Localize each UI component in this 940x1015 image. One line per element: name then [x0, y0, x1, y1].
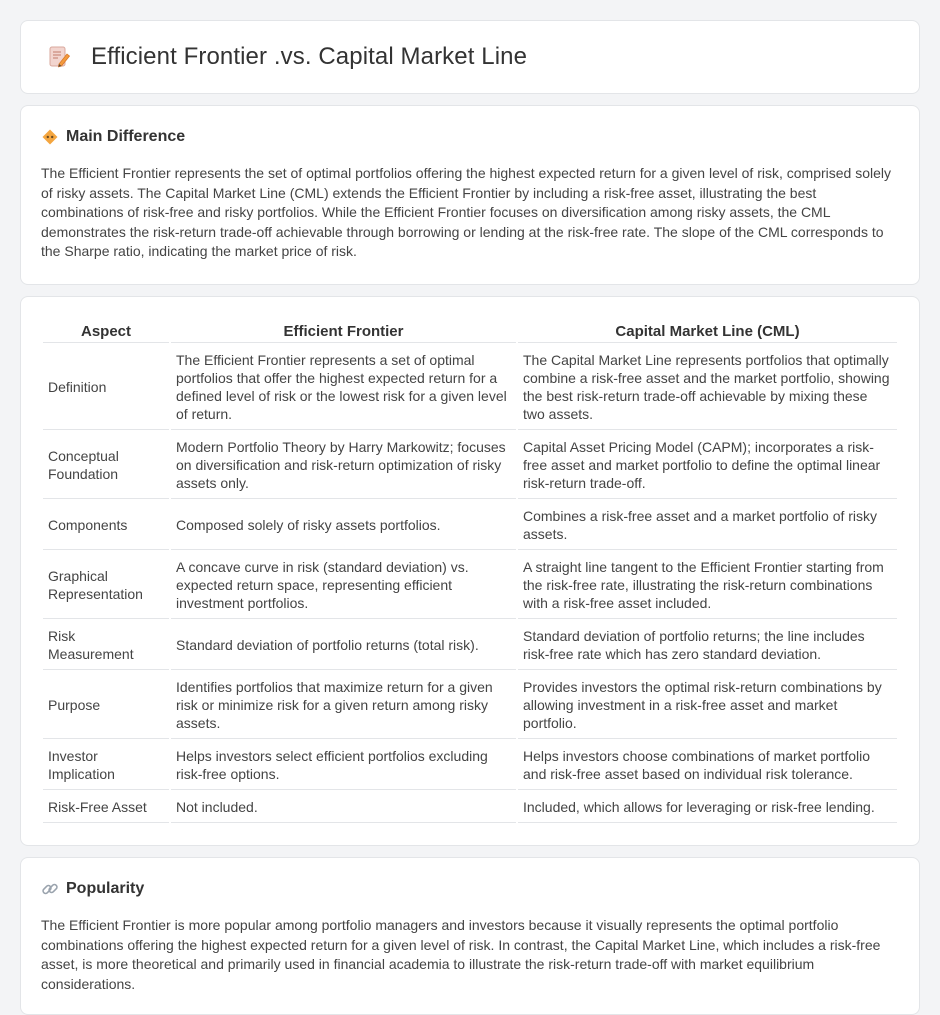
comparison-table — [41, 317, 899, 825]
main-difference-title: Main Difference — [66, 128, 186, 145]
table-row — [43, 792, 897, 823]
cml-cell: Included, which allows for leveraging or risk-free lending. — [518, 792, 897, 823]
table-header-row — [43, 319, 897, 343]
popularity-card — [20, 857, 920, 1015]
ef-cell: A concave curve in risk (standard deviation) vs. expected return space, representing efficient investment portfolios. — [171, 552, 516, 619]
document-pen-icon — [47, 45, 71, 69]
popularity-text: The Efficient Frontier is more popular among portfolio managers and investors because it visually represents the optimal portfolio combinations offering the highest expected return for a given level of risk. In contrast, the Capital Market Line, which includes a risk-free asset, is more theoretical and primarily used in financial academia to illustrate the risk-return trade-off with market equilibrium considerations. — [41, 916, 881, 992]
ef-cell: Not included. — [171, 792, 516, 823]
title-card — [20, 20, 920, 94]
aspect-cell: Definition — [43, 345, 169, 430]
table-row — [43, 621, 897, 670]
popularity-header — [41, 880, 899, 898]
main-difference-header — [41, 128, 899, 146]
table-row — [43, 501, 897, 550]
aspect-cell: Conceptual Foundation — [43, 432, 169, 499]
aspect-cell: Purpose — [43, 672, 169, 739]
page-title: Efficient Frontier .vs. Capital Market Line — [91, 43, 528, 70]
table-row — [43, 432, 897, 499]
cml-cell: A straight line tangent to the Efficient Frontier starting from the risk-free rate, illustrating the risk-return combinations with a risk-free asset included. — [518, 552, 897, 619]
aspect-cell: Risk Measurement — [43, 621, 169, 670]
aspect-cell: Components — [43, 501, 169, 550]
aspect-cell: Risk-Free Asset — [43, 792, 169, 823]
ef-cell: Composed solely of risky assets portfolios. — [171, 501, 516, 550]
ef-cell: Identifies portfolios that maximize return for a given risk or minimize risk for a given return among risky assets. — [171, 672, 516, 739]
cml-cell: Standard deviation of portfolio returns; the line includes risk-free rate which has zero standard deviation. — [518, 621, 897, 670]
ef-cell: Helps investors select efficient portfolios excluding risk-free options. — [171, 741, 516, 790]
aspect-cell: Investor Implication — [43, 741, 169, 790]
table-row — [43, 672, 897, 739]
diamond-icon — [41, 128, 59, 146]
header-efficient-frontier: Efficient Frontier — [171, 319, 516, 343]
ef-cell: The Efficient Frontier represents a set of optimal portfolios that offer the highest expected return for a defined level of risk or the lowest risk for a given level of return. — [171, 345, 516, 430]
ef-cell: Standard deviation of portfolio returns (total risk). — [171, 621, 516, 670]
aspect-cell: Graphical Representation — [43, 552, 169, 619]
cml-cell: Provides investors the optimal risk-return combinations by allowing investment in a risk-free asset and market portfolio. — [518, 672, 897, 739]
table-row — [43, 345, 897, 430]
main-difference-card — [20, 105, 920, 285]
header-cml: Capital Market Line (CML) — [518, 319, 897, 343]
header-aspect: Aspect — [43, 319, 169, 343]
main-difference-text: The Efficient Frontier represents the set of optimal portfolios offering the highest expected return for a given level of risk, comprised solely of risky assets. The Capital Market Line (CML) extends the Efficient Frontier by including a risk-free asset, illustrating the best combinations of risk-free and risky portfolios. While the Efficient Frontier focuses on diversification among risky assets, the CML demonstrates the risk-return trade-off achievable through borrowing or lending at the risk-free rate. The slope of the CML corresponds to the Sharpe ratio, indicating the market price of risk. — [41, 165, 892, 260]
table-row — [43, 741, 897, 790]
cml-cell: Combines a risk-free asset and a market portfolio of risky assets. — [518, 501, 897, 550]
cml-cell: Capital Asset Pricing Model (CAPM); incorporates a risk-free asset and market portfolio to define the optimal linear risk-return trade-off. — [518, 432, 897, 499]
comparison-card — [20, 296, 920, 846]
ef-cell: Modern Portfolio Theory by Harry Markowitz; focuses on diversification and risk-return optimization of risky assets only. — [171, 432, 516, 499]
link-icon — [41, 880, 59, 898]
cml-cell: The Capital Market Line represents portfolios that optimally combine a risk-free asset and the market portfolio, showing the best risk-return trade-off achievable by mixing these two assets. — [518, 345, 897, 430]
cml-cell: Helps investors choose combinations of market portfolio and risk-free asset based on individual risk tolerance. — [518, 741, 897, 790]
table-row — [43, 552, 897, 619]
popularity-title: Popularity — [66, 879, 145, 897]
